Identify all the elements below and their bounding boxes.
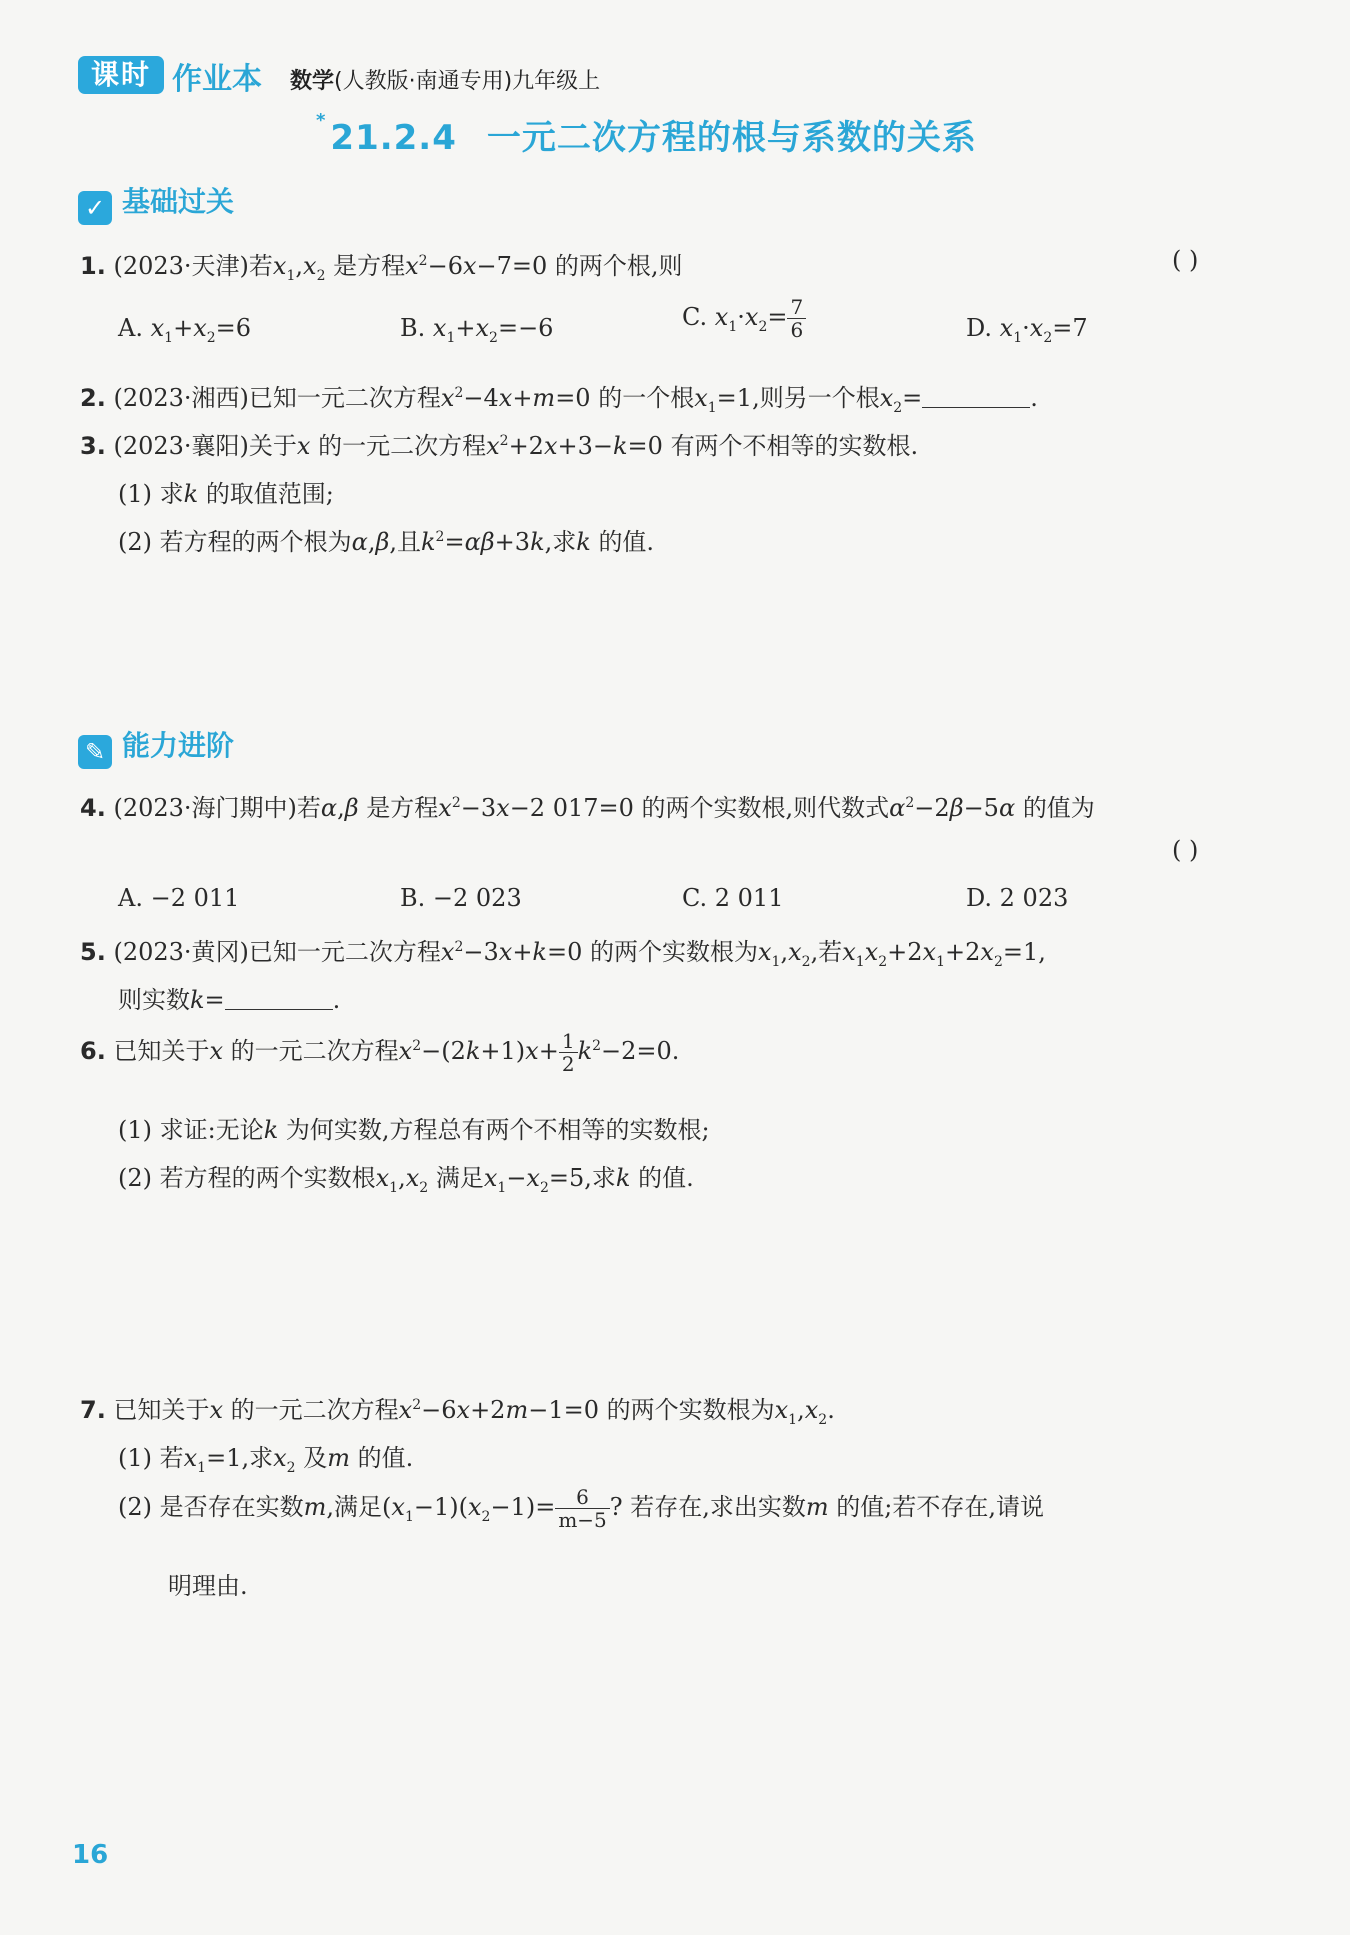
question-3-stem: 3. (2023·襄阳)关于x 的一元二次方程$x^2+2x+3-k=0$ 有两个不相等的实数根. bbox=[80, 432, 919, 460]
question-1-option-a: A. $x_1+x_2=6$ bbox=[118, 314, 252, 346]
question-4-option-d: D. 2 023 bbox=[966, 884, 1069, 912]
subject-line: 数学(人教版·南通专用)九年级上 bbox=[290, 69, 601, 94]
question-5-stem: 5. (2023·黄冈)已知一元二次方程$x^2-3x+k=0$ 的两个实数根为$x_1,x_2$,若$x_1x_2+2x_1+2x_2=1$, bbox=[80, 938, 1046, 970]
question-7-part-2-cont: 明理由. bbox=[168, 1572, 248, 1600]
brand-name: 作业本 bbox=[172, 62, 262, 97]
question-4-option-a: A. −2 011 bbox=[118, 884, 240, 912]
question-5-stem-cont: 则实数k= . bbox=[118, 986, 341, 1014]
question-2-stem: 2. (2023·湘西)已知一元二次方程$x^2-4x+m=0$ 的一个根$x_1=1$,则另一个根$x_2=$ . bbox=[80, 384, 1038, 416]
checkbox-icon: ✓ bbox=[78, 191, 112, 225]
question-3-part-2: (2) 若方程的两个根为α,β,且$k^2=\alpha\beta+3k$,求k 的值. bbox=[118, 528, 655, 556]
question-1-stem: 1. (2023·天津)若$x_1,x_2$ 是方程$x^2-6x-7=0$ 的两个根,则 bbox=[80, 252, 683, 284]
question-7-part-2: (2) 是否存在实数m,满足$(x_1-1)(x_2-1)=$ $\frac{6}{m-5}$ ? 若存在,求出实数m 的值;若不存在,请说 bbox=[118, 1485, 1045, 1532]
answer-blank[interactable] bbox=[922, 385, 1030, 408]
question-1-option-b: B. $x_1+x_2=-6$ bbox=[400, 314, 554, 346]
pencil-icon: ✎ bbox=[78, 735, 112, 769]
question-4-stem: 4. (2023·海门期中)若α,β 是方程$x^2-3x-2$ 017=0 的两个实数根,则代数式$\alpha^2-2\beta-5\alpha$ 的值为 bbox=[80, 794, 1095, 822]
question-1-option-c: C. $x_1\cdot x_2=$ $\frac{7}{6}$ bbox=[682, 296, 806, 341]
brand-logo: 课时 bbox=[78, 56, 164, 94]
answer-blank[interactable] bbox=[225, 987, 333, 1010]
section-basic-heading: ✓ 基础过关 bbox=[78, 180, 234, 225]
question-4-option-b: B. −2 023 bbox=[400, 884, 522, 912]
section-advanced-heading: ✎ 能力进阶 bbox=[78, 724, 234, 769]
question-1-answer-paren: ( ) bbox=[1172, 246, 1199, 274]
question-6-part-2: (2) 若方程的两个实数根$x_1,x_2$ 满足$x_1-x_2=5$,求k 的值. bbox=[118, 1164, 694, 1196]
question-6-part-1: (1) 求证:无论k 为何实数,方程总有两个不相等的实数根; bbox=[118, 1116, 710, 1144]
page-number: 16 bbox=[72, 1840, 109, 1870]
question-4-answer-paren: ( ) bbox=[1172, 836, 1199, 864]
question-4-option-c: C. 2 011 bbox=[682, 884, 784, 912]
question-3-part-1: (1) 求k 的取值范围; bbox=[118, 480, 334, 508]
question-7-part-1: (1) 若$x_1=1$,求$x_2$ 及m 的值. bbox=[118, 1444, 414, 1476]
question-6-stem: 6. 已知关于x 的一元二次方程$x^2-(2k+1)x+$ $\frac{1}{2}$ $k^2-2=0$. bbox=[80, 1029, 680, 1076]
question-1-option-d: D. $x_1\cdot x_2=7$ bbox=[966, 314, 1088, 346]
question-7-stem: 7. 已知关于x 的一元二次方程$x^2-6x+2m-1=0$ 的两个实数根为$x_1,x_2$. bbox=[80, 1396, 835, 1428]
page-title: * 21.2.4 一元二次方程的根与系数的关系 bbox=[316, 110, 977, 158]
